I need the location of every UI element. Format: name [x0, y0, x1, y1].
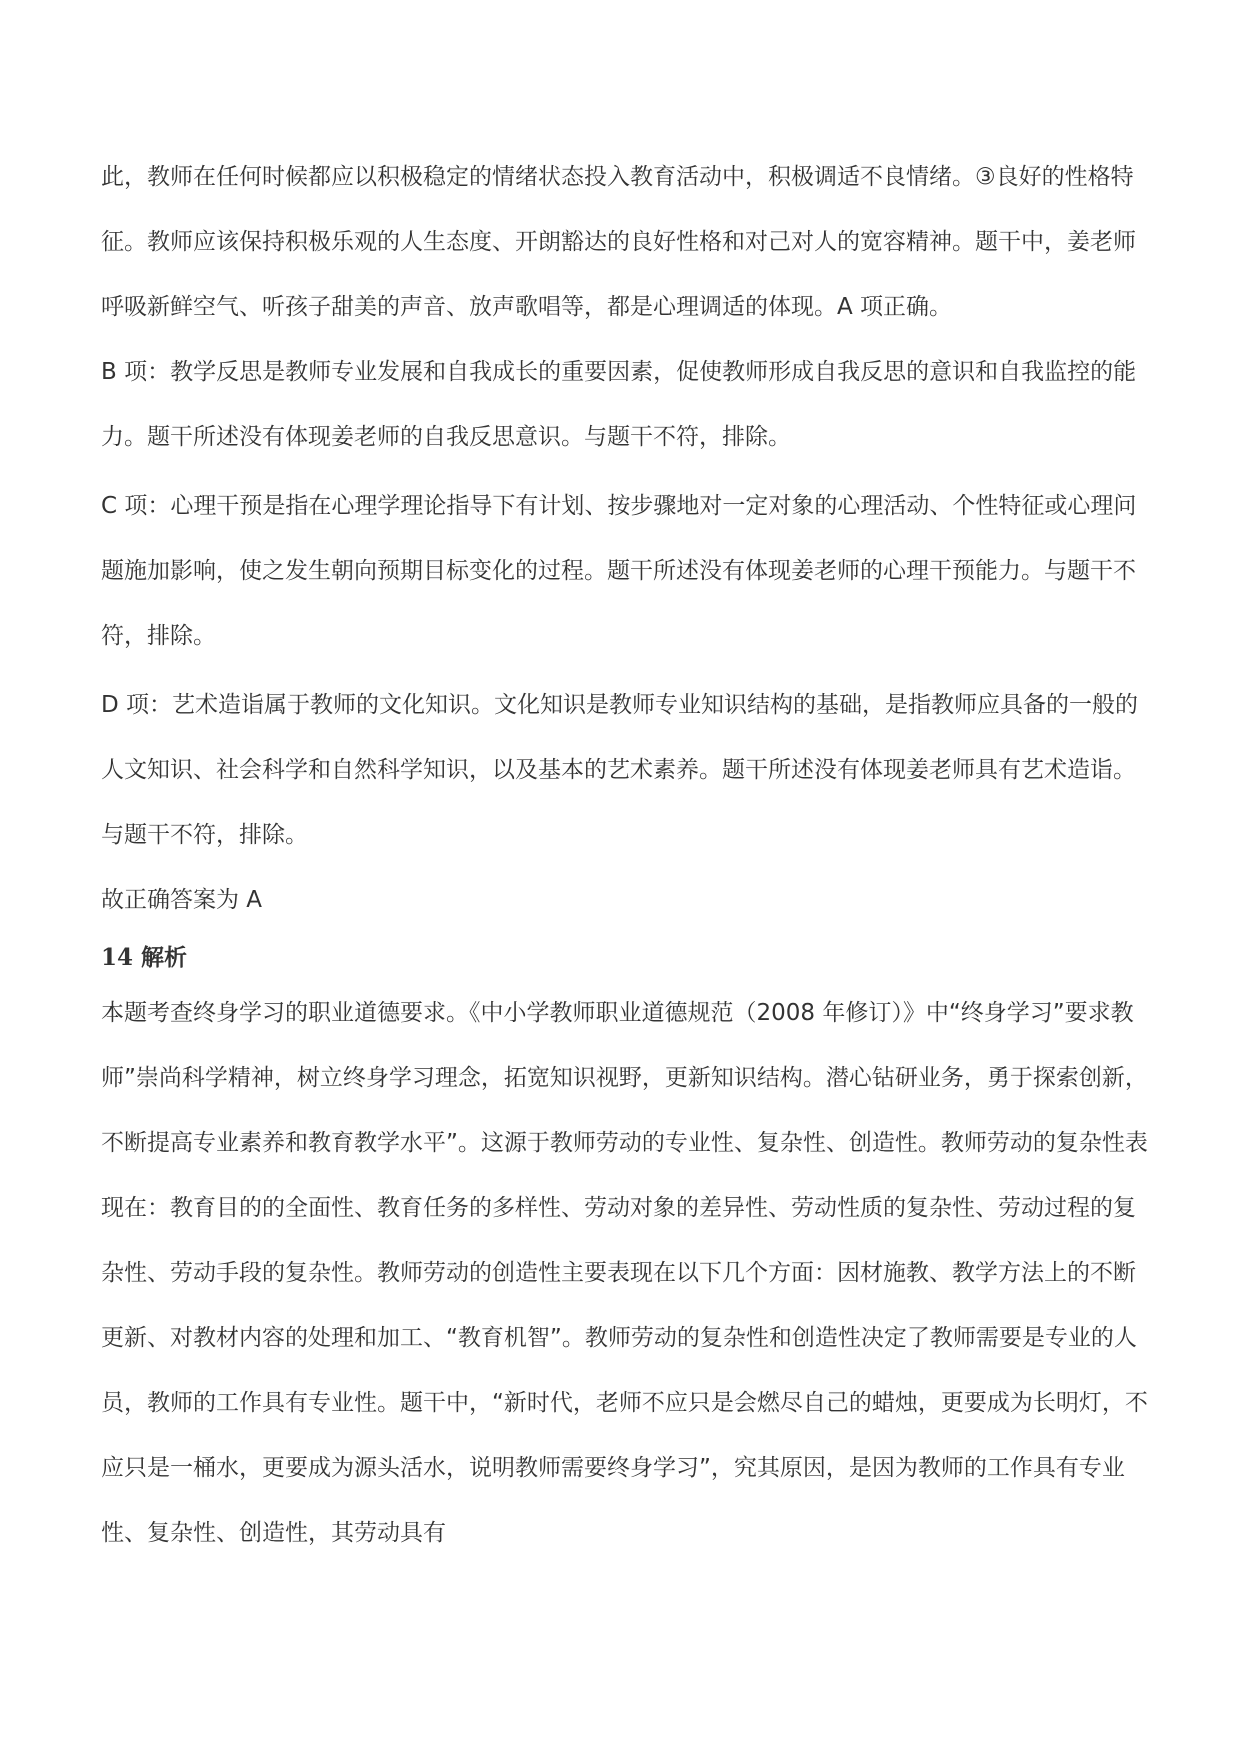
answer-line: 故正确答案为 A — [101, 887, 263, 913]
paragraph-option-d: D 项：艺术造诣属于教师的文化知识。文化知识是教师专业知识结构的基础，是指教师应具备的一般的人文知识、社会科学和自然科学知识，以及基本的艺术素养。题干所述没有体现姜老师具有艺术造诣。与题干不符，排除。 — [101, 692, 1139, 848]
document-body — [101, 145, 1151, 1566]
paragraph-analysis: 本题考查终身学习的职业道德要求。《中小学教师职业道德规范（2008 年修订）》中“终身学习”要求教师”崇尚科学精神，树立终身学习理念，拓宽知识视野，更新知识结构。潜心钻研业务，勇于探索创新，不断提高专业素养和教育教学水平”。这源于教师劳动的专业性、复杂性、创造性。教师劳动的复杂性表现在：教育目的的全面性、教育任务的多样性、劳动对象的差异性、劳动性质的复杂性、劳动过程的复杂性、劳动手段的复杂性。教师劳动的创造性主要表现在以下几个方面：因材施教、教学方法上的不断更新、对教材内容的处理和加工、“教育机智”。教师劳动的复杂性和创造性决定了教师需要是专业的人员，教师的工作具有专业性。题干中，“新时代，老师不应只是会燃尽自己的蜡烛，更要成为长明灯，不应只是一桶水，更要成为源头活水，说明教师需要终身学习”，究其原因，是因为教师的工作具有专业性、复杂性、创造性，其劳动具有 — [101, 1000, 1148, 1546]
paragraph-option-b: B 项：教学反思是教师专业发展和自我成长的重要因素，促使教师形成自我反思的意识和自我监控的能力。题干所述没有体现姜老师的自我反思意识。与题干不符，排除。 — [101, 359, 1137, 450]
paragraph-option-c: C 项：心理干预是指在心理学理论指导下有计划、按步骤地对一定对象的心理活动、个性特征或心理问题施加影响，使之发生朝向预期目标变化的过程。题干所述没有体现姜老师的心理干预能力。与题干不符，排除。 — [101, 493, 1137, 649]
section-heading: 14 解析 — [101, 944, 188, 971]
paragraph-option-a-continued: 此，教师在任何时候都应以积极稳定的情绪状态投入教育活动中，积极调适不良情绪。③良好的性格特征。教师应该保持积极乐观的人生态度、开朗豁达的良好性格和对己对人的宽容精神。题干中，姜老师呼吸新鲜空气、听孩子甜美的声音、放声歌唱等，都是心理调适的体现。A 项正确。 — [101, 164, 1136, 320]
